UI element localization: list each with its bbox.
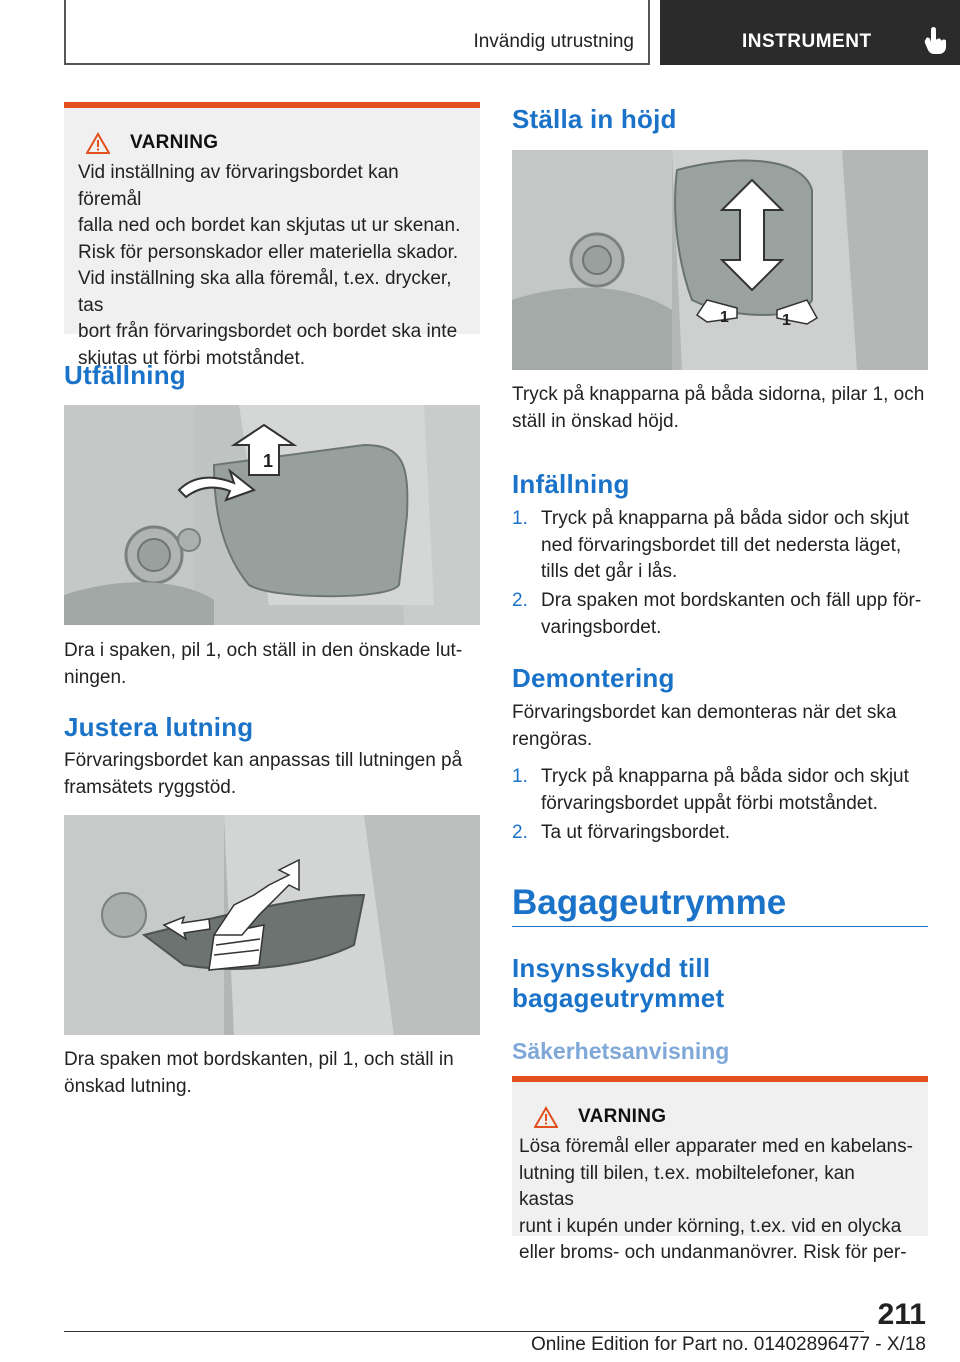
warning-line: Vid inställning av förvaringsbordet kan föremål — [78, 162, 399, 210]
warning-line: Vid inställning ska alla föremål, t.ex. drycker, tas — [78, 268, 452, 316]
caption-justera — [64, 1047, 480, 1100]
list-item — [512, 506, 928, 586]
section-title: Invändig utrustning — [473, 31, 634, 52]
warning-box — [512, 1076, 928, 1263]
caption-line: Dra spaken mot bordskanten, pil 1, och ställ in — [64, 1049, 454, 1070]
list-number: 2. — [512, 822, 528, 843]
caption-stalla — [512, 382, 928, 435]
heading-insynsskydd — [512, 953, 724, 1013]
figure-set-height — [512, 150, 928, 370]
warning-line: lutning till bilen, t.ex. mobiltelefoner, kan kastas — [519, 1162, 855, 1210]
list-item — [512, 764, 928, 818]
figure-label: 1 — [263, 451, 274, 471]
list-text — [541, 764, 909, 817]
warning-text — [519, 1134, 914, 1267]
list-line: ned förvaringsbordet till det nedersta läget, — [541, 534, 902, 556]
list-line: varingsbordet. — [541, 616, 662, 638]
list-number: 1. — [512, 766, 528, 787]
warning-text — [78, 160, 466, 372]
list-number: 2. — [512, 590, 528, 611]
list-line: förvaringsbordet uppåt förbi motståndet. — [541, 792, 878, 814]
chapter-rule — [512, 926, 928, 927]
intro-line: framsätets ryggstöd. — [64, 776, 237, 798]
warning-title: VARNING — [130, 132, 219, 153]
warning-line: Lösa föremål eller apparater med en kabelans- — [519, 1136, 913, 1157]
intro-line: Förvaringsbordet kan demonteras när det ska — [512, 702, 897, 723]
warning-triangle-icon — [534, 1106, 558, 1128]
heading-utfallning: Utfällning — [64, 360, 186, 390]
list-line: Tryck på knapparna på båda sidor och skjut — [541, 508, 909, 529]
warning-line: eller broms- och undanmanövrer. Risk för per- — [519, 1242, 907, 1263]
header-chapter-tab — [660, 0, 960, 65]
list-text — [541, 506, 909, 586]
list-item — [512, 588, 928, 642]
list-text — [541, 588, 921, 641]
list-line: tills det går i lås. — [541, 561, 678, 582]
warning-triangle-icon — [86, 132, 110, 154]
header-section-tab — [64, 0, 650, 65]
caption-line: Tryck på knapparna på båda sidorna, pilar 1, och — [512, 384, 925, 405]
warning-title-row — [534, 1106, 914, 1128]
list-number: 1. — [512, 508, 528, 529]
warning-line: skjutas ut förbi motståndet. — [78, 347, 306, 369]
caption-utfallning — [64, 638, 480, 691]
list-line: Tryck på knapparna på båda sidor och skjut — [541, 766, 909, 787]
caption-line: ställ in önskad höjd. — [512, 410, 679, 432]
warning-line: Risk för personskador eller materiella skador. — [78, 241, 459, 263]
edition-text: Online Edition for Part no. 01402896477 - X/18 — [530, 1334, 926, 1355]
heading-justera-lutning: Justera lutning — [64, 712, 254, 742]
warning-box — [64, 102, 480, 369]
hand-pointer-icon — [922, 25, 948, 55]
warning-title: VARNING — [578, 1106, 667, 1127]
list-line: Dra spaken mot bordskanten och fäll upp för- — [541, 590, 922, 611]
warning-line: falla ned och bordet kan skjutas ut ur skenan. — [78, 215, 461, 236]
footer-rule — [64, 1331, 864, 1332]
caption-line: önskad lutning. — [64, 1075, 192, 1097]
caption-line: Dra i spaken, pil 1, och ställ in den önskade lut- — [64, 640, 463, 661]
list-line: Ta ut förvaringsbordet. — [541, 822, 731, 843]
chapter-heading: Bagageutrymme — [512, 883, 787, 922]
warning-title-row — [86, 132, 466, 154]
page-number: 211 — [877, 1298, 926, 1331]
heading-demontering: Demontering — [512, 663, 675, 693]
heading-line: Insynsskydd till — [512, 953, 711, 983]
figure-adjust-tilt — [64, 815, 480, 1035]
heading-line: bagageutrymmet — [512, 983, 725, 1013]
heading-stalla-in-hojd: Ställa in höjd — [512, 104, 677, 134]
caption-line: ningen. — [64, 666, 127, 688]
list-item — [512, 820, 928, 848]
intro-demontering — [512, 700, 928, 753]
list-text — [541, 820, 730, 847]
warning-line: bort från förvaringsbordet och bordet ska inte — [78, 321, 458, 342]
figure-label: 1 — [782, 312, 791, 329]
intro-line: rengöras. — [512, 728, 593, 750]
heading-infallning: Infällning — [512, 469, 630, 499]
chapter-title: INSTRUMENT — [742, 31, 872, 52]
intro-justera — [64, 748, 480, 801]
intro-line: Förvaringsbordet kan anpassas till lutningen på — [64, 750, 463, 771]
subheading-sakerhetsanvisning: Säkerhetsanvisning — [512, 1038, 730, 1064]
warning-line: runt i kupén under körning, t.ex. vid en olycka — [519, 1215, 902, 1237]
figure-label: 1 — [720, 309, 729, 326]
figure-unfold-table — [64, 405, 480, 625]
